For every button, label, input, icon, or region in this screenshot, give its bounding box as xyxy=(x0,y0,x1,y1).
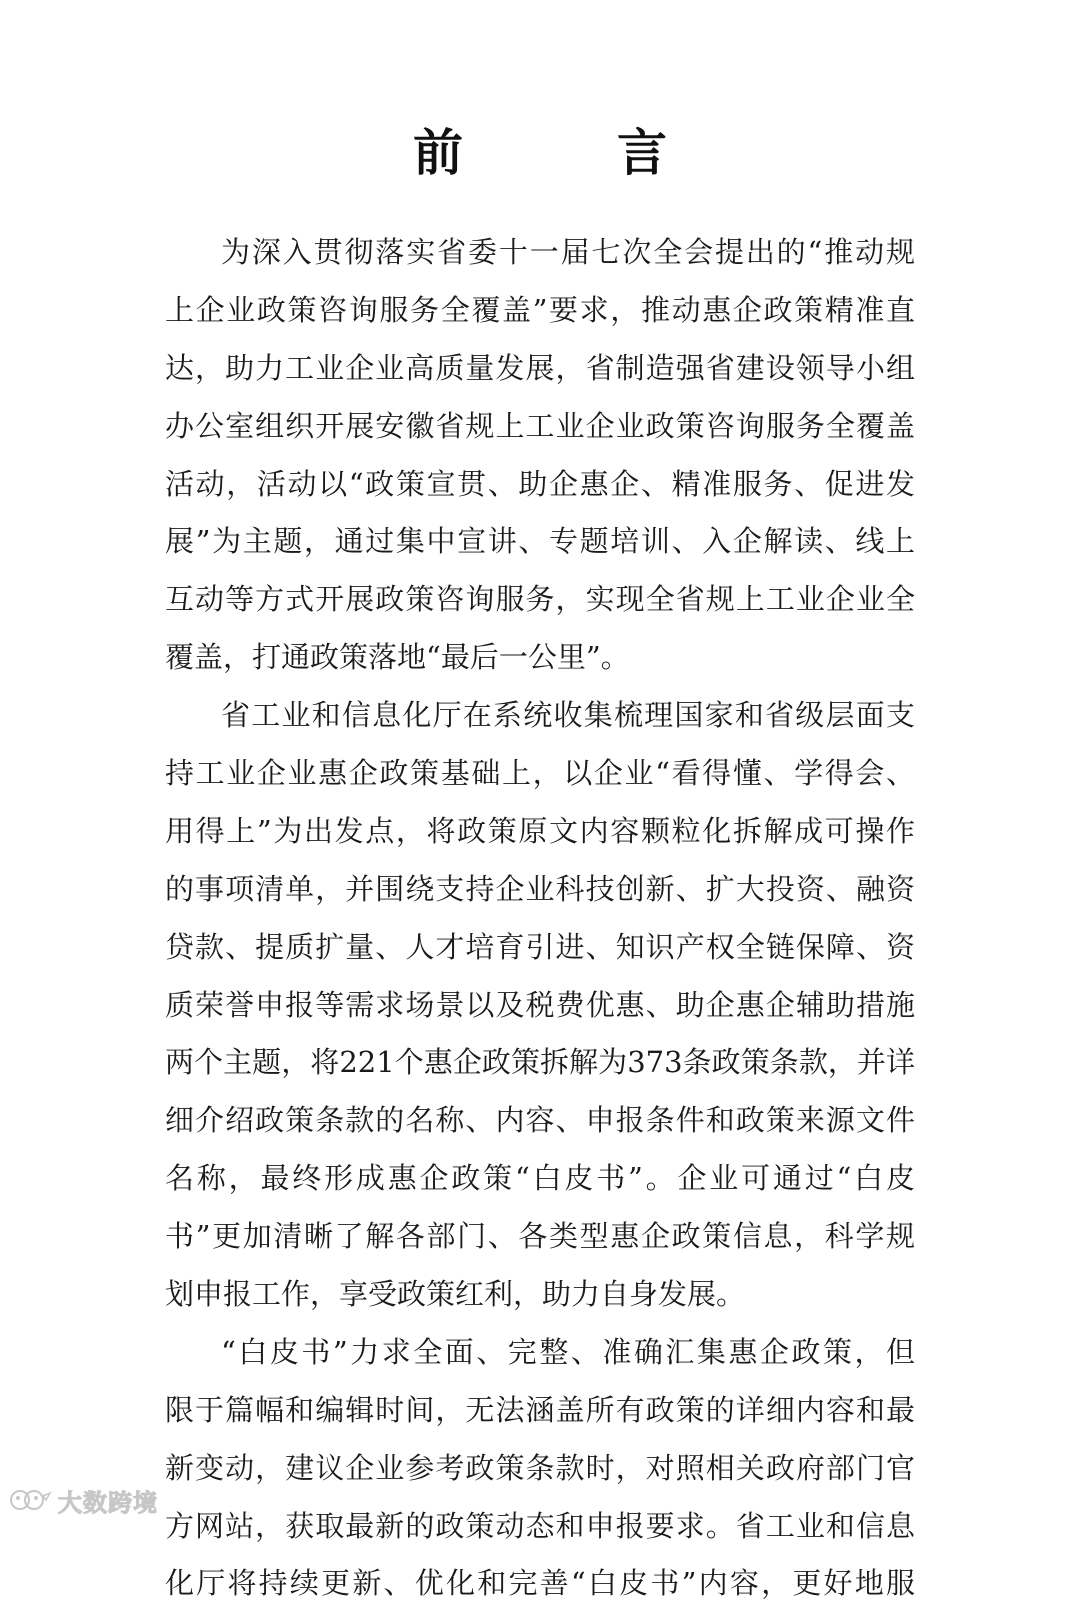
text-line: 书”更加清晰了解各部门、各类型惠企政策信息，科学规 xyxy=(165,1219,915,1254)
text-line: 划申报工作，享受政策红利，助力自身发展。 xyxy=(165,1277,746,1312)
text-line: 质荣誉申报等需求场景以及税费优惠、助企惠企辅助措施 xyxy=(165,987,915,1022)
text-line: “白皮书”力求全面、完整、准确汇集惠企政策，但 xyxy=(221,1334,915,1369)
text-line: 细介绍政策条款的名称、内容、申报条件和政策来源文件 xyxy=(165,1103,915,1138)
watermark xyxy=(8,1480,158,1520)
text-line: 限于篇幅和编辑时间，无法涵盖所有政策的详细内容和最 xyxy=(165,1392,915,1427)
text-line: 新变动，建议企业参考政策条款时，对照相关政府部门官 xyxy=(165,1450,915,1485)
text-line: 贷款、提质扩量、人才培育引进、知识产权全链保障、资 xyxy=(165,929,915,964)
text-line: 用得上”为出发点，将政策原文内容颗粒化拆解成可操作 xyxy=(165,813,915,848)
text-line: 省工业和信息化厅在系统收集梳理国家和省级层面支 xyxy=(221,698,915,733)
text-line: 两个主题，将221个惠企政策拆解为373条政策条款，并详 xyxy=(165,1045,915,1080)
bird-logo-icon xyxy=(8,1485,52,1515)
text-line: 化厅将持续更新、优化和完善“白皮书”内容，更好地服 xyxy=(165,1566,915,1601)
text-line: 持工业企业惠企政策基础上，以企业“看得懂、学得会、 xyxy=(165,756,915,791)
text-line: 方网站，获取最新的政策动态和申报要求。省工业和信息 xyxy=(165,1508,915,1543)
body-text xyxy=(165,224,915,1613)
text-line: 的事项清单，并围绕支持企业科技创新、扩大投资、融资 xyxy=(165,871,915,906)
page-title: 前 言 xyxy=(413,124,719,182)
text-line: 互动等方式开展政策咨询服务，实现全省规上工业企业全 xyxy=(165,582,915,617)
watermark-text: 大数跨境 xyxy=(58,1488,158,1517)
text-line: 活动，活动以“政策宣贯、助企惠企、精准服务、促进发 xyxy=(165,466,915,501)
text-line: 覆盖，打通政策落地“最后一公里”。 xyxy=(165,640,630,675)
text-line: 为深入贯彻落实省委十一届七次全会提出的“推动规 xyxy=(221,235,915,269)
text-line: 展”为主题，通过集中宣讲、专题培训、入企解读、线上 xyxy=(165,524,915,559)
text-line: 名称，最终形成惠企政策“白皮书”。企业可通过“白皮 xyxy=(165,1161,915,1196)
text-line: 上企业政策咨询服务全覆盖”要求，推动惠企政策精准直 xyxy=(165,292,915,327)
text-line: 达，助力工业企业高质量发展，省制造强省建设领导小组 xyxy=(165,350,915,385)
text-line: 办公室组织开展安徽省规上工业企业政策咨询服务全覆盖 xyxy=(165,408,915,443)
